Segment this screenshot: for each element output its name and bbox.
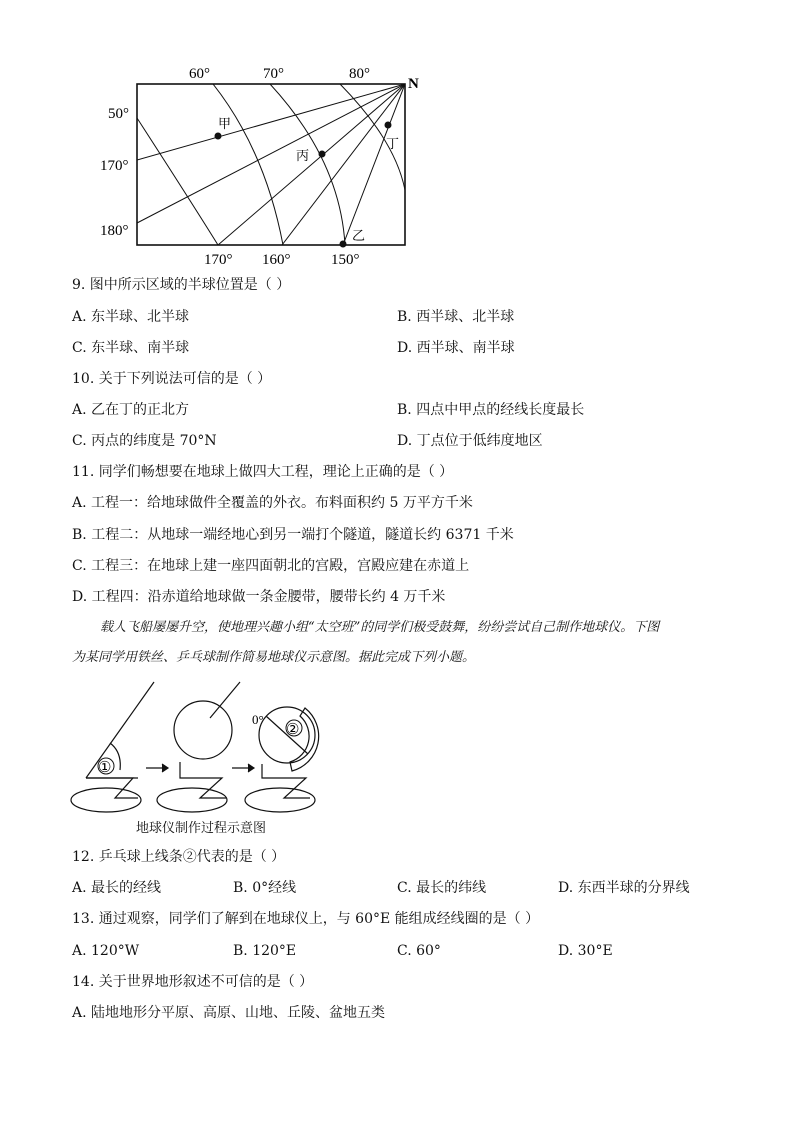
option[interactable]: C. 最长的纬线 [397, 880, 487, 896]
wire [210, 682, 240, 718]
point-label-ding: 丁 [386, 136, 400, 151]
point-label-bing: 丙 [296, 148, 310, 163]
parallel-arc [270, 84, 345, 245]
lon-bottom-label: 170° [204, 252, 233, 268]
angle-arc [110, 743, 120, 770]
lat-left-label: 180° [100, 223, 129, 239]
meridian-line [218, 84, 405, 245]
option[interactable]: A. 120°W [72, 943, 140, 959]
base [157, 788, 227, 812]
option[interactable]: A. 工程一：给地球做件全覆盖的外衣。布料面积约 5 万平方千米 [72, 495, 473, 511]
zigzag-wire [262, 764, 310, 798]
option[interactable]: A. 最长的经线 [72, 880, 162, 896]
passage-line: 载人飞船屡屡升空，使地理兴趣小组“太空班”的同学们极受鼓舞，纷纷尝试自己制作地球仪。下图 [100, 620, 660, 635]
base [71, 788, 141, 812]
option[interactable]: C. 东半球、南半球 [72, 340, 190, 356]
point-label-yi: 乙 [352, 228, 366, 243]
zero-label: 0° [252, 712, 264, 727]
point-jia [215, 133, 222, 140]
passage [72, 613, 732, 673]
meridian-line [137, 84, 405, 160]
parallel-arc [213, 84, 283, 245]
point-ding [385, 122, 392, 129]
option[interactable]: A. 陆地地形分平原、高原、山地、丘陵、盆地五类 [72, 1005, 386, 1021]
question-14: 14. 关于世界地形叙述不可信的是（ ） [72, 974, 314, 990]
point-label-jia: 甲 [218, 116, 232, 131]
meridian-line [137, 84, 405, 223]
question-11: 11. 同学们畅想要在地球上做四大工程，理论上正确的是（ ） [72, 464, 454, 480]
option[interactable]: D. 丁点位于低纬度地区 [397, 433, 543, 449]
figure-caption: 地球仪制作过程示意图 [136, 821, 267, 836]
option[interactable]: C. 丙点的纬度是 70°N [72, 433, 217, 449]
lat-left-label: 50° [108, 106, 129, 122]
option[interactable]: B. 120°E [233, 943, 297, 959]
globe-making-diagram [65, 678, 335, 818]
step2-label: ② [286, 722, 300, 738]
map-frame [137, 84, 405, 245]
question-10: 10. 关于下列说法可信的是（ ） [72, 371, 272, 387]
lon-bottom-label: 150° [331, 252, 360, 268]
meridian-line [343, 84, 405, 245]
lon-top-label: 80° [349, 66, 370, 82]
passage-line: 为某同学用铁丝、乒乓球制作简易地球仪示意图。据此完成下列小题。 [72, 650, 476, 665]
option[interactable]: D. 东西半球的分界线 [558, 880, 690, 896]
option[interactable]: C. 工程三：在地球上建一座四面朝北的宫殿，宫殿应建在赤道上 [72, 558, 470, 574]
lat-left-label: 170° [100, 158, 129, 174]
option[interactable]: D. 西半球、南半球 [397, 340, 515, 356]
option[interactable]: B. 西半球、北半球 [397, 309, 515, 325]
parallel-arc [137, 118, 218, 245]
option[interactable]: B. 工程二：从地球一端经地心到另一端打个隧道，隧道长约 6371 千米 [72, 527, 514, 543]
question-12: 12. 乒乓球上线条②代表的是（ ） [72, 849, 286, 865]
option[interactable]: D. 30°E [558, 943, 613, 959]
north-label: N [408, 76, 419, 92]
step1-label: ① [98, 760, 112, 776]
question-9: 9. 图中所示区域的半球位置是（ ） [72, 277, 291, 293]
point-bing [319, 151, 326, 158]
option[interactable]: A. 东半球、北半球 [72, 309, 190, 325]
option[interactable]: B. 0°经线 [233, 880, 297, 896]
question-13: 13. 通过观察，同学们了解到在地球仪上，与 60°E 能组成经线圈的是（ ） [72, 911, 540, 927]
lon-top-label: 60° [189, 66, 210, 82]
lat-lon-map [90, 58, 430, 268]
option[interactable]: B. 四点中甲点的经线长度最长 [397, 402, 585, 418]
meridian-line [282, 84, 405, 245]
ping-pong-ball [174, 701, 232, 759]
option[interactable]: C. 60° [397, 943, 441, 959]
option[interactable]: A. 乙在丁的正北方 [72, 402, 190, 418]
lon-top-label: 70° [263, 66, 284, 82]
lon-bottom-label: 160° [262, 252, 291, 268]
option[interactable]: D. 工程四：沿赤道给地球做一条金腰带，腰带长约 4 万千米 [72, 589, 446, 605]
base [245, 788, 315, 812]
point-yi [340, 241, 347, 248]
